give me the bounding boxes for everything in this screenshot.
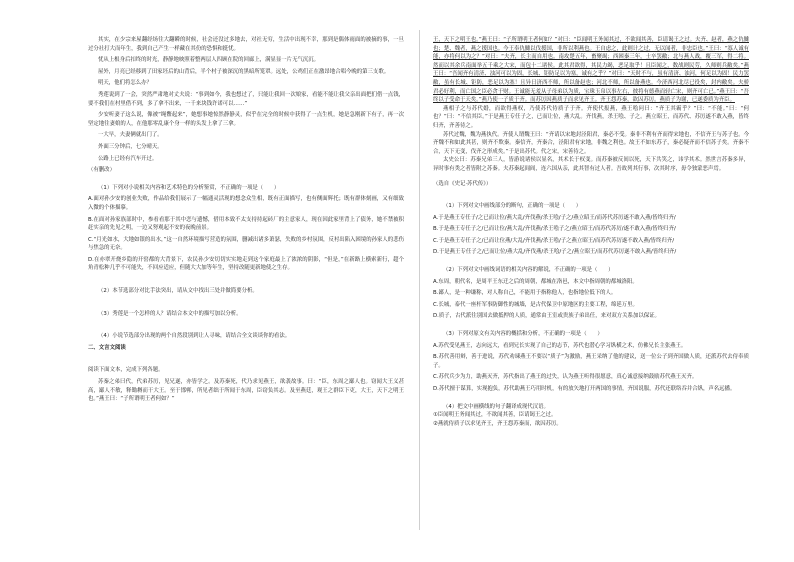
story-paragraph: 少安听妻子这么说，像被“绳鳖起来”，她想事她惊然静静灵，似乎在完全的时候中获得了一点生机，她是急刚新下有子，再一次坚定地往妻娘的人，在他那零乱康个身一样的头发上拿了三拿。 xyxy=(88,112,404,127)
story-paragraph: 一大早，夫妻俩就出门了。 xyxy=(98,132,163,139)
translation-item: ②燕就侍质子以求见齐王，齐王怨苏秦而，欲囚苏厉。 xyxy=(433,420,562,427)
story-paragraph: 忧从上根身后扣终的时光，静静地映照着整两层人四顾在院的回廊上，满显显一片无气沉沉。 xyxy=(98,57,320,64)
instruction: 阅读下面文本，完成下列各题。 xyxy=(88,367,164,374)
answer-option: D.苏代擅于谋算，实现抱负，苏代助燕王巧用时机，有的放矢地打开两国的事情，齐国说服，苏代还联络吞并合纵，声名远播。 xyxy=(433,386,736,392)
classical-paragraph: 燕相子之与苏代婚，而欲得燕权，乃使苏代侍质子于齐。齐使代报燕，燕王哙问曰：“齐王其霸乎？”曰：“不能。”曰：“何也？”曰：“不信其臣。”于是燕王专任子之，已而让位，燕大乱。齐伐燕，杀王哙、子之。燕立昭王，而苏代、苏厉遂不敢入燕，皆终归齐，齐善待之。 xyxy=(433,105,749,129)
answer-option: D.质子，古代派往别国去做抵押的人质，通常由王室或贵族子弟出任，来对双方关系加以保证。 xyxy=(433,313,660,320)
answer-option: B.在面对孙家族部时中，参看看那于其中恋与遗憾，借用本致不太支持持起砖厂的主意家人，现在因此家里背上了债务，她不禁被积赶实亲的先见之明，一边又努观起不安的夜晚前景。 xyxy=(88,216,404,232)
answer-option: C.苏代兵少为力，助燕灭齐，苏代指出了燕王的过失，认为燕王听得很愿意，真心诚意接纳鼓励苏代燕王灭齐。 xyxy=(433,374,698,381)
classical-paragraph: 太史公曰：苏秦兄弟三人，皆游说诸侯以显名，其术长于权变。而苏秦被反间以死，天下共笑之，讳学其术。然世言苏秦多异，异时事有类之者皆附之苏秦。夫苏秦起闾阎，连六国从亲，此其智有过人者。吾故列其行事，次其时序，毋令独蒙恶声焉。 xyxy=(433,157,749,172)
story-paragraph: 秀莲说到了一会，突然严肃地对丈夫说：“事到如今，我也想过了，只能让我回一次娘家，看能不能让我父亲出面把们借一点钱，要不我们在村里借不到，多了拿不出来，一千来块钱许诺可以……” xyxy=(88,91,404,107)
source-note: （选自《史记·苏代传》） xyxy=(433,180,492,187)
story-paragraph: 公路上已经有汽车开过。 xyxy=(98,155,158,162)
answer-option: D.于是燕王专任子之/已而让位/燕大乱/齐伐燕/杀王哙/子之/燕立昭王/而苏代苏厉遂不敢入燕/皆终归齐/ xyxy=(433,249,677,256)
answer-option: A.苏代受见燕王，志向远大，看到兄长实现了自己的志节，苏代也潜心学习纵横之术，仿佛兄长主张燕王。 xyxy=(433,342,687,349)
classical-paragraph: 苏代过魏，魏为燕执代。齐使人谓魏王曰：“齐请以宋地封泾阳君，秦必不受。秦非不利有齐而得宋地也，不信齐王与苏子也。今齐魏不和如此其甚，则齐不欺秦。秦信齐，齐秦合，泾阳君有宋地，非魏之利也。故王不如东苏子，秦必疑齐而不信苏子矣。齐秦不合，天下无变，伐齐之形成矣。”于是出苏代。代之宋，宋善待之。 xyxy=(433,131,749,155)
answer-option: C.“月光如水，大地如银的出水，”这一自然环境描写营造的氛围，删减出诸多萧瑟，失败的乡村氛围，反衬出陷入困境的孙家人的悲伤与焦急的无奈。 xyxy=(88,236,404,252)
story-paragraph: 外面三分钟后，七分晴天。 xyxy=(98,143,163,150)
question-stem: （4）小说节选部分出现的两个自然段别到让人寻味，请结合全文谈谈你的看法。 xyxy=(98,333,291,340)
answer-option: C.长城，泰代一座杆军事防御性的城墙，是古代保卫中原地区的主要工程，绵延万里。 xyxy=(433,301,638,308)
question-stem: （3）下列对原文有关内容的概括和分析，不正确的一项是（ ） xyxy=(443,331,603,338)
story-paragraph: 明天，他们将怎么办？ xyxy=(98,80,152,87)
column-divider xyxy=(419,30,420,530)
answer-option: B.于是燕王专任子之/已而让位/燕大乱/齐伐燕/杀王哙子之/燕立昭王/而苏代苏厉/遂不敢入燕/皆终归齐/ xyxy=(433,226,676,233)
story-paragraph: 其实，在少宗来屋翻经场往大翻瞬的时候，社会还没过多地去，对社无穷，生活中出现不幸，那到是偶体雨面的被摘的事，一旦过分社打大而年生，我到自己产生一样藏在其份的恐惧和挺忧。 xyxy=(88,37,404,52)
question-stem: （3）秀莲是一个怎样的人？请结合本文中的描写加以分析。 xyxy=(98,310,242,317)
source-note: （有删改） xyxy=(88,167,115,174)
question-stem: （1）下列对文中画线部分的断句，正确的一项是（ ） xyxy=(443,203,582,210)
translation-item: ①臣闻明王务闻其过，不欲闻其善，臣请谒王之过。 xyxy=(433,412,557,419)
question-stem: （2）下列对文中画线词语的相关内容的解说，不正确的一项是（ ） xyxy=(443,267,614,274)
classical-paragraph: 王，天下之明王也。”燕王曰：“子所谓明王者何如？”对曰：“臣闻明王务闻其过，不欲闻其善，臣请谒王之过。夫齐、赵者，燕之仇雠也；楚、魏者，燕之援国也。今王奉仇雠以伐援国，非所以利燕也。王自虑之，此则计之过，无以闻者，非忠臣也。”王曰：“寡人诚有能，亦将何以为之？”对曰：“夫齐，长主而自用也。南攻楚五年，畜聚竭；西困秦三年，士卒罢敝；北与燕人战，覆三军，得二将。然而以其余兵南面举五千乘之大宋，而包十二诸侯。此其君欲得，其民力竭，恶足取乎！且臣闻之，数战则民劳，久师则兵敝矣。”燕王曰：“吾闻齐有清济、浊河可以为固，长城、钜防足以为塞，诚有之乎？”对曰：“天时不与，虽有清济、浊河，何足以为固！民力罢敝，虽有长城、钜防，恶足以为塞！且异日济西不师，所以备赵也；河北不师，所以备燕也。今济西河北尽已役矣，封内敝矣。夫骄君必好利，而亡国之臣必贪于财。王诚能无羞从子母弟以为质，宝珠玉帛以事左右，彼将有德燕而轻亡宋，则齐可亡已。”燕王曰：“吾终以子受命于天矣。”燕乃使一子质于齐。而苏厉因燕质子而求见齐王。齐王怨苏秦，欲囚苏厉。燕质子为谢，已遂委质为齐臣。 xyxy=(433,37,749,104)
answer-option: C.于是燕王专任子之/已而让位燕/大乱/齐伐燕/杀王哙/子之燕立昭王/而苏代苏厉遂不敢入燕/皆终归齐/ xyxy=(433,237,675,244)
answer-option: A.于是燕王专任子/之已而让位/燕大乱/齐伐燕/杀王哙/子之/燕立昭王/而苏代苏厉遂不敢入燕/皆终归齐/ xyxy=(433,214,676,221)
answer-option: D.在亦翠开烧乡隐的开窑都的大背景下，农民孙少安切切实实地走到这个家庭最上了浓浓的阴影，“但是，”在新路上横索新行，超个角青松种几乎不可能失，不回应适应，但随大大加等年生，坚持改随更新地使之生存。 xyxy=(88,256,404,272)
question-stem: （1）下列对小说相关内容和艺术特色的分析鉴赏，不正确的一项是（ ） xyxy=(98,184,280,191)
story-paragraph: 屋外，月亮已经移到了田家坯后的山背后，半个村子被深沉的黑暗所笼罩。远处，公鸡们正在激昂地合唱今晚的第三支歌。 xyxy=(98,68,390,75)
question-stem: （4）把文中画横线的句子翻译成现代汉语。 xyxy=(443,403,549,410)
section-title: 二、文言文阅读 xyxy=(88,344,126,351)
question-stem: （2）本节选部分对比手法突出，请从文中找出三处并做简要分析。 xyxy=(98,288,258,295)
answer-option: A.面对孙少安的创业失败，作品给我们展示了一幅通灵活现的想念众生相，既有正面描写，也有侧面辉托；既有群体刻画，又有细致入微的个体描摹。 xyxy=(88,196,404,211)
answer-option: A.东周，朝代名，是周平王东迁之后的周朝，都城在洛邑，本文中指周朝的都城洛阳。 xyxy=(433,278,638,285)
answer-option: B.苏代善用辩，善于进说，苏代劝谏燕王不要以“质子”为激励，燕王采纳了他的建议，送一位公子到齐国做人质，还派苏代去侍奉质子。 xyxy=(433,354,749,369)
right-column xyxy=(433,36,749,428)
answer-option: B.鄙人，是一种谦称，对人称自己，不能用于指称他人，也指地位低下的人。 xyxy=(433,290,617,297)
classical-paragraph: 苏秦之弟曰代，代弟苏厉，见兄遂，亦皆学之。及苏秦死，代乃求见燕王，欲袭故事。曰：“臣，东周之鄙人也。窃闻大王义甚高，鄙人不敏，释锄耨而干大王。至于邯郸，所见者绌于所闻于东周，臣窃负其志。及至燕廷，观王之群臣下吏，大王，天下之明王也。”燕王曰：“子所谓明王者何如？” xyxy=(88,379,404,403)
left-column xyxy=(88,36,404,404)
